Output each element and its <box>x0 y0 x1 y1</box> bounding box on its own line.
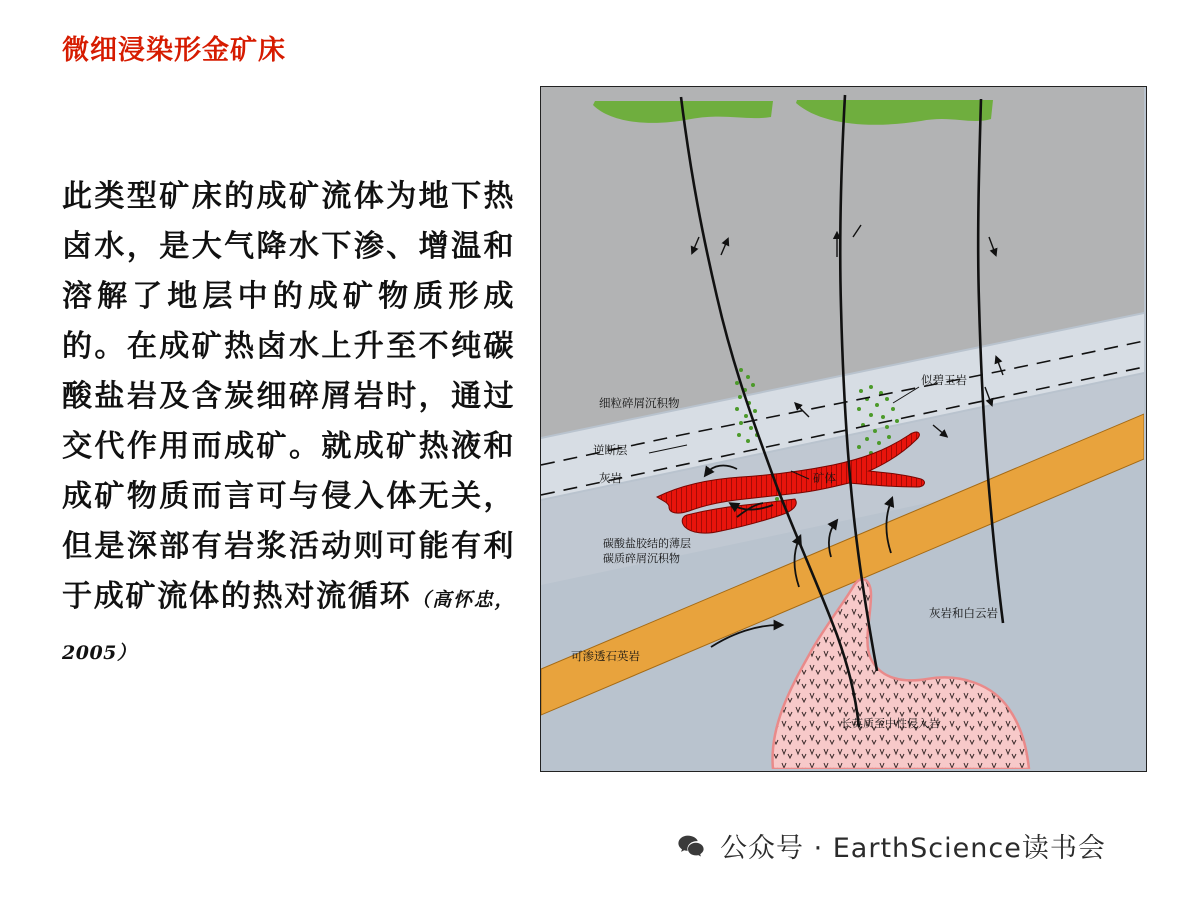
label-limestone-dolomite: 灰岩和白云岩 <box>929 606 998 620</box>
footer-text: 公众号 · EarthScience读书会 <box>720 833 1106 864</box>
wechat-icon <box>676 831 706 861</box>
label-carbonate-cemented-line2: 碳质碎屑沉积物 <box>603 552 680 565</box>
geology-cross-section-figure <box>540 86 1147 772</box>
paragraph-citation: （高怀忠，2005） <box>62 589 514 664</box>
label-orebody: 矿体 <box>813 471 836 485</box>
label-permeable-quartzite: 可渗透石英岩 <box>571 649 640 663</box>
footer-branding <box>676 826 1106 865</box>
label-fine-clastic-sediment: 细粒碎屑沉积物 <box>599 396 680 410</box>
body-paragraph <box>62 172 514 678</box>
label-thrust-fault: 逆断层 <box>593 443 628 457</box>
page-title: 微细浸染形金矿床 <box>62 35 286 66</box>
label-felsic-intrusion: 长英质至中性侵入岩 <box>841 717 940 730</box>
label-carbonate-cemented-line1: 碳酸盐胶结的薄层 <box>603 537 691 550</box>
cross-section-svg <box>541 87 1144 769</box>
label-jasperoid: 似碧玉岩 <box>921 373 967 387</box>
paragraph-text: 此类型矿床的成矿流体为地下热卤水，是大气降水下渗、增温和溶解了地层中的成矿物质形成的。在成矿热卤水上升至不纯碳酸盐岩及含炭细碎屑岩时，通过交代作用而成矿。就成矿热液和成矿物质而言可与侵入体无关，但是深部有岩浆活动则可能有利于成矿流体的热对流循环 <box>62 179 514 614</box>
label-limestone: 灰岩 <box>599 471 622 485</box>
